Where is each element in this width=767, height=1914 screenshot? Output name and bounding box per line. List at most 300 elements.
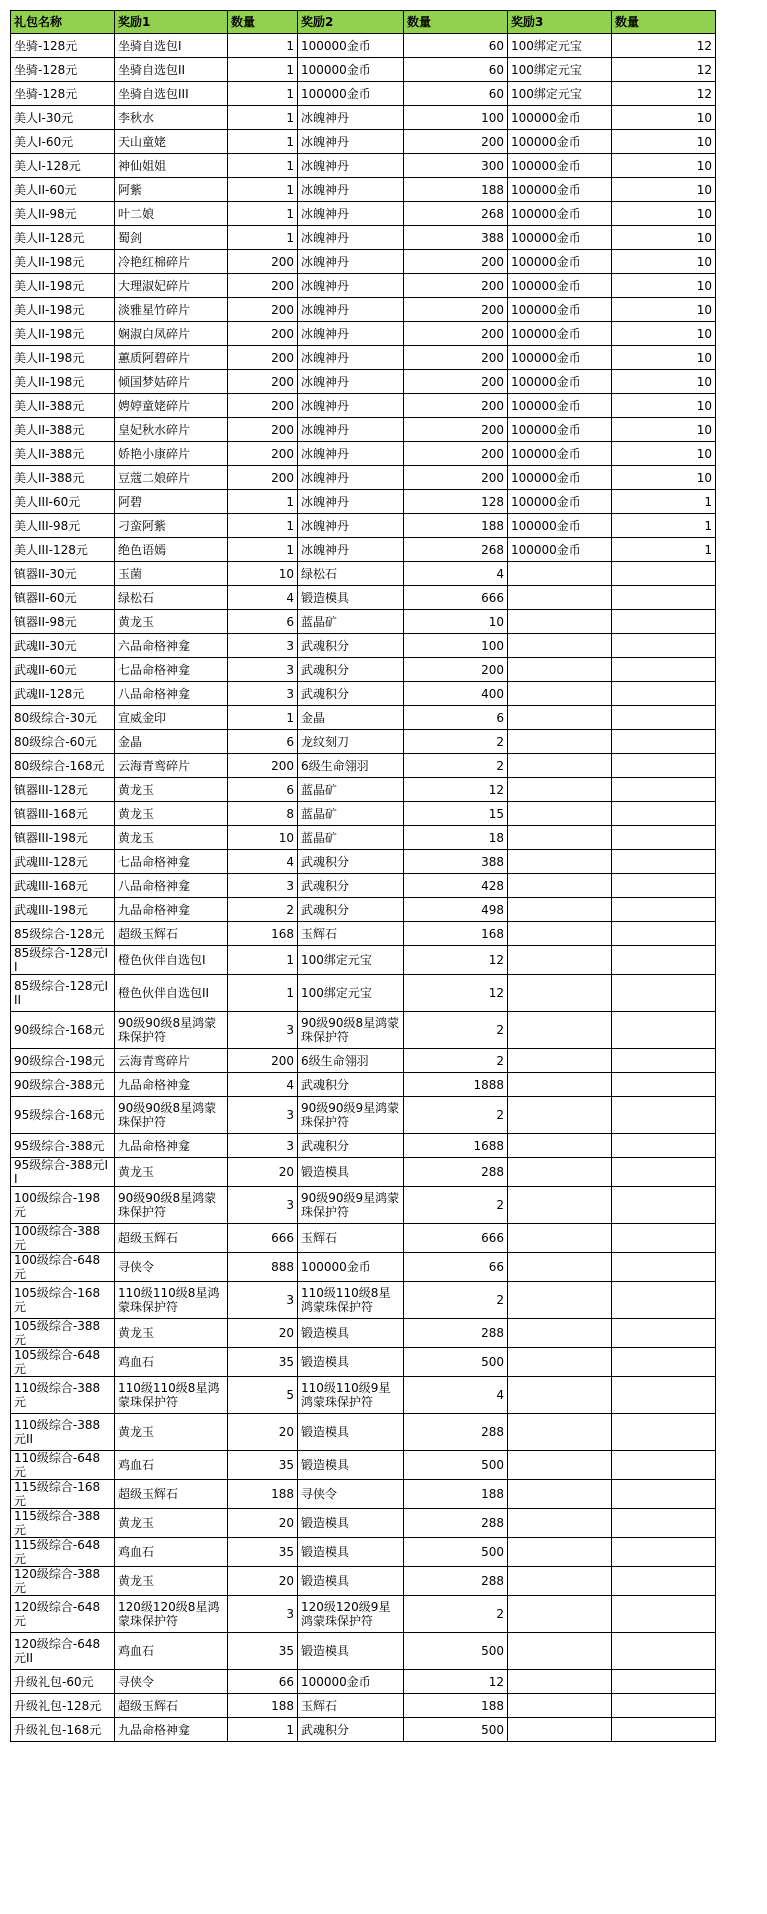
- table-row: [11, 1073, 716, 1097]
- reward-2-cell: 锻造模具: [298, 586, 404, 610]
- table-row: [11, 946, 716, 975]
- pack-name-cell: 武魂III-198元: [11, 898, 115, 922]
- quantity-2-cell: 60: [404, 82, 508, 106]
- reward-2-cell: 锻造模具: [298, 1538, 404, 1567]
- reward-2-cell: 龙纹刻刀: [298, 730, 404, 754]
- reward-2-cell: 武魂积分: [298, 1134, 404, 1158]
- quantity-1-cell: 35: [228, 1451, 298, 1480]
- pack-name-cell: 美人I-128元: [11, 154, 115, 178]
- quantity-2-cell: 200: [404, 466, 508, 490]
- quantity-1-cell: 3: [228, 874, 298, 898]
- reward-1-cell: 云海青鸾碎片: [115, 754, 228, 778]
- reward-1-cell: 冷艳红棉碎片: [115, 250, 228, 274]
- table-row: [11, 490, 716, 514]
- reward-1-cell: 神仙姐姐: [115, 154, 228, 178]
- quantity-2-cell: 200: [404, 346, 508, 370]
- quantity-1-cell: 1: [228, 226, 298, 250]
- quantity-2-cell: 200: [404, 442, 508, 466]
- table-row: [11, 778, 716, 802]
- quantity-1-cell: 200: [228, 754, 298, 778]
- reward-3-cell: 100000金币: [508, 466, 612, 490]
- table-row: [11, 1187, 716, 1224]
- quantity-3-cell: [612, 730, 716, 754]
- pack-name-cell: 105级综合-648元: [11, 1348, 115, 1377]
- pack-name-cell: 美人II-198元: [11, 250, 115, 274]
- quantity-3-cell: [612, 778, 716, 802]
- pack-name-cell: 武魂II-30元: [11, 634, 115, 658]
- reward-3-cell: [508, 1538, 612, 1567]
- quantity-2-cell: 1888: [404, 1073, 508, 1097]
- reward-2-cell: 90级90级8星鸿蒙珠保护符: [298, 1012, 404, 1049]
- quantity-2-cell: 666: [404, 1224, 508, 1253]
- reward-1-cell: 绝色语嫣: [115, 538, 228, 562]
- table-row: [11, 658, 716, 682]
- table-row: [11, 1509, 716, 1538]
- pack-name-cell: 120级综合-648元: [11, 1596, 115, 1633]
- quantity-2-cell: 100: [404, 634, 508, 658]
- quantity-1-cell: 3: [228, 658, 298, 682]
- quantity-3-cell: [612, 1187, 716, 1224]
- reward-1-cell: 坐骑自选包I: [115, 34, 228, 58]
- pack-name-cell: 100级综合-388元: [11, 1224, 115, 1253]
- quantity-3-cell: [612, 1348, 716, 1377]
- quantity-3-cell: [612, 946, 716, 975]
- reward-1-cell: 宣威金印: [115, 706, 228, 730]
- quantity-1-cell: 1: [228, 58, 298, 82]
- quantity-3-cell: 10: [612, 178, 716, 202]
- quantity-1-cell: 1: [228, 490, 298, 514]
- quantity-1-cell: 200: [228, 346, 298, 370]
- reward-2-cell: 冰魄神丹: [298, 226, 404, 250]
- quantity-2-cell: 498: [404, 898, 508, 922]
- table-row: [11, 322, 716, 346]
- quantity-2-cell: 288: [404, 1567, 508, 1596]
- reward-1-cell: 寻侠令: [115, 1253, 228, 1282]
- table-body: [11, 34, 716, 1742]
- reward-3-cell: [508, 1480, 612, 1509]
- quantity-2-cell: 2: [404, 1596, 508, 1633]
- reward-2-cell: 锻造模具: [298, 1414, 404, 1451]
- reward-2-cell: 冰魄神丹: [298, 346, 404, 370]
- quantity-2-cell: 4: [404, 1377, 508, 1414]
- reward-2-cell: 110级110级9星鸿蒙珠保护符: [298, 1377, 404, 1414]
- quantity-3-cell: 10: [612, 346, 716, 370]
- pack-name-cell: 武魂II-60元: [11, 658, 115, 682]
- quantity-2-cell: 288: [404, 1414, 508, 1451]
- quantity-2-cell: 2: [404, 1097, 508, 1134]
- reward-2-cell: 冰魄神丹: [298, 274, 404, 298]
- pack-name-cell: 美人II-128元: [11, 226, 115, 250]
- quantity-2-cell: 188: [404, 514, 508, 538]
- reward-1-cell: 娴淑白凤碎片: [115, 322, 228, 346]
- quantity-1-cell: 1: [228, 946, 298, 975]
- reward-2-cell: 武魂积分: [298, 658, 404, 682]
- quantity-2-cell: 428: [404, 874, 508, 898]
- pack-name-cell: 90级综合-388元: [11, 1073, 115, 1097]
- quantity-2-cell: 200: [404, 298, 508, 322]
- pack-name-cell: 80级综合-60元: [11, 730, 115, 754]
- quantity-1-cell: 35: [228, 1538, 298, 1567]
- pack-name-cell: 110级综合-388元II: [11, 1414, 115, 1451]
- pack-name-cell: 美人I-30元: [11, 106, 115, 130]
- table-row: [11, 1134, 716, 1158]
- pack-name-cell: 85级综合-128元III: [11, 975, 115, 1012]
- quantity-2-cell: 128: [404, 490, 508, 514]
- quantity-1-cell: 1: [228, 130, 298, 154]
- pack-name-cell: 115级综合-168元: [11, 1480, 115, 1509]
- reward-1-cell: 豆蔻二娘碎片: [115, 466, 228, 490]
- reward-3-cell: [508, 1224, 612, 1253]
- quantity-3-cell: [612, 1224, 716, 1253]
- quantity-1-cell: 66: [228, 1670, 298, 1694]
- reward-3-cell: 100000金币: [508, 538, 612, 562]
- quantity-2-cell: 200: [404, 322, 508, 346]
- reward-1-cell: 黄龙玉: [115, 1414, 228, 1451]
- pack-name-cell: 美人III-128元: [11, 538, 115, 562]
- reward-3-cell: [508, 1451, 612, 1480]
- reward-1-cell: 鸡血石: [115, 1538, 228, 1567]
- table-row: [11, 1414, 716, 1451]
- reward-3-cell: [508, 874, 612, 898]
- table-row: [11, 178, 716, 202]
- table-row: [11, 706, 716, 730]
- table-row: [11, 346, 716, 370]
- gift-pack-table: [10, 10, 716, 1742]
- reward-1-cell: 淡雅星竹碎片: [115, 298, 228, 322]
- header-quantity-2: 数量: [404, 11, 508, 34]
- reward-1-cell: 倾国梦姑碎片: [115, 370, 228, 394]
- quantity-1-cell: 188: [228, 1694, 298, 1718]
- quantity-1-cell: 6: [228, 730, 298, 754]
- quantity-3-cell: [612, 1480, 716, 1509]
- reward-1-cell: 黄龙玉: [115, 802, 228, 826]
- reward-3-cell: 100000金币: [508, 154, 612, 178]
- quantity-1-cell: 200: [228, 466, 298, 490]
- reward-3-cell: [508, 730, 612, 754]
- table-row: [11, 154, 716, 178]
- header-row: [11, 11, 716, 34]
- reward-1-cell: 九品命格神龛: [115, 898, 228, 922]
- reward-1-cell: 七品命格神龛: [115, 850, 228, 874]
- reward-3-cell: [508, 1187, 612, 1224]
- reward-2-cell: 武魂积分: [298, 850, 404, 874]
- quantity-3-cell: [612, 1012, 716, 1049]
- pack-name-cell: 85级综合-128元II: [11, 946, 115, 975]
- reward-3-cell: [508, 1253, 612, 1282]
- quantity-3-cell: [612, 1134, 716, 1158]
- reward-2-cell: 冰魄神丹: [298, 106, 404, 130]
- table-row: [11, 1567, 716, 1596]
- table-row: [11, 1633, 716, 1670]
- quantity-2-cell: 15: [404, 802, 508, 826]
- quantity-2-cell: 500: [404, 1451, 508, 1480]
- pack-name-cell: 镇器III-198元: [11, 826, 115, 850]
- quantity-3-cell: [612, 1509, 716, 1538]
- quantity-2-cell: 388: [404, 226, 508, 250]
- quantity-1-cell: 6: [228, 610, 298, 634]
- pack-name-cell: 90级综合-198元: [11, 1049, 115, 1073]
- quantity-1-cell: 3: [228, 634, 298, 658]
- pack-name-cell: 武魂II-128元: [11, 682, 115, 706]
- header-pack-name: 礼包名称: [11, 11, 115, 34]
- quantity-3-cell: 10: [612, 202, 716, 226]
- pack-name-cell: 坐骑-128元: [11, 34, 115, 58]
- pack-name-cell: 美人III-98元: [11, 514, 115, 538]
- quantity-2-cell: 288: [404, 1158, 508, 1187]
- quantity-3-cell: 12: [612, 58, 716, 82]
- pack-name-cell: 105级综合-168元: [11, 1282, 115, 1319]
- quantity-2-cell: 188: [404, 1694, 508, 1718]
- reward-2-cell: 120级120级9星鸿蒙珠保护符: [298, 1596, 404, 1633]
- reward-1-cell: 八品命格神龛: [115, 874, 228, 898]
- quantity-1-cell: 20: [228, 1319, 298, 1348]
- reward-2-cell: 蓝晶矿: [298, 802, 404, 826]
- reward-3-cell: [508, 1073, 612, 1097]
- reward-2-cell: 冰魄神丹: [298, 298, 404, 322]
- quantity-2-cell: 1688: [404, 1134, 508, 1158]
- quantity-2-cell: 500: [404, 1633, 508, 1670]
- reward-2-cell: 武魂积分: [298, 1718, 404, 1742]
- quantity-3-cell: [612, 1718, 716, 1742]
- table-row: [11, 1480, 716, 1509]
- quantity-3-cell: [612, 610, 716, 634]
- table-row: [11, 1319, 716, 1348]
- quantity-1-cell: 168: [228, 922, 298, 946]
- reward-1-cell: 黄龙玉: [115, 778, 228, 802]
- table-row: [11, 1158, 716, 1187]
- table-row: [11, 826, 716, 850]
- pack-name-cell: 115级综合-388元: [11, 1509, 115, 1538]
- quantity-1-cell: 20: [228, 1414, 298, 1451]
- reward-2-cell: 冰魄神丹: [298, 322, 404, 346]
- quantity-1-cell: 1: [228, 106, 298, 130]
- quantity-1-cell: 200: [228, 1049, 298, 1073]
- pack-name-cell: 105级综合-388元: [11, 1319, 115, 1348]
- reward-2-cell: 武魂积分: [298, 874, 404, 898]
- reward-2-cell: 玉辉石: [298, 1224, 404, 1253]
- table-row: [11, 370, 716, 394]
- quantity-2-cell: 388: [404, 850, 508, 874]
- table-row: [11, 514, 716, 538]
- quantity-1-cell: 1: [228, 706, 298, 730]
- quantity-2-cell: 200: [404, 394, 508, 418]
- table-row: [11, 466, 716, 490]
- quantity-2-cell: 100: [404, 106, 508, 130]
- quantity-2-cell: 300: [404, 154, 508, 178]
- reward-1-cell: 九品命格神龛: [115, 1134, 228, 1158]
- reward-2-cell: 100000金币: [298, 58, 404, 82]
- reward-1-cell: 90级90级8星鸿蒙珠保护符: [115, 1012, 228, 1049]
- reward-2-cell: 蓝晶矿: [298, 778, 404, 802]
- reward-3-cell: [508, 1596, 612, 1633]
- reward-3-cell: [508, 610, 612, 634]
- table-row: [11, 898, 716, 922]
- reward-1-cell: 超级玉辉石: [115, 1224, 228, 1253]
- reward-3-cell: [508, 922, 612, 946]
- quantity-1-cell: 20: [228, 1509, 298, 1538]
- reward-3-cell: 100绑定元宝: [508, 34, 612, 58]
- quantity-1-cell: 4: [228, 850, 298, 874]
- quantity-2-cell: 500: [404, 1718, 508, 1742]
- table-row: [11, 130, 716, 154]
- table-row: [11, 1596, 716, 1633]
- reward-2-cell: 玉辉石: [298, 922, 404, 946]
- quantity-2-cell: 288: [404, 1509, 508, 1538]
- quantity-2-cell: 200: [404, 658, 508, 682]
- quantity-3-cell: 10: [612, 130, 716, 154]
- table-row: [11, 682, 716, 706]
- quantity-3-cell: [612, 634, 716, 658]
- quantity-1-cell: 3: [228, 682, 298, 706]
- reward-3-cell: [508, 826, 612, 850]
- reward-3-cell: 100000金币: [508, 130, 612, 154]
- reward-2-cell: 冰魄神丹: [298, 442, 404, 466]
- table-row: [11, 34, 716, 58]
- table-row: [11, 1377, 716, 1414]
- table-row: [11, 82, 716, 106]
- reward-1-cell: 黄龙玉: [115, 610, 228, 634]
- quantity-1-cell: 200: [228, 274, 298, 298]
- reward-1-cell: 蜀剑: [115, 226, 228, 250]
- table-row: [11, 1282, 716, 1319]
- header-reward-3: 奖励3: [508, 11, 612, 34]
- quantity-1-cell: 200: [228, 370, 298, 394]
- quantity-2-cell: 2: [404, 754, 508, 778]
- reward-1-cell: 九品命格神龛: [115, 1073, 228, 1097]
- reward-1-cell: 110级110级8星鸿蒙珠保护符: [115, 1377, 228, 1414]
- table-row: [11, 610, 716, 634]
- quantity-3-cell: [612, 1282, 716, 1319]
- table-row: [11, 1694, 716, 1718]
- quantity-2-cell: 2: [404, 730, 508, 754]
- reward-2-cell: 90级90级9星鸿蒙珠保护符: [298, 1187, 404, 1224]
- quantity-3-cell: [612, 1158, 716, 1187]
- pack-name-cell: 镇器II-60元: [11, 586, 115, 610]
- table-row: [11, 250, 716, 274]
- table-row: [11, 106, 716, 130]
- reward-1-cell: 黄龙玉: [115, 1319, 228, 1348]
- reward-3-cell: [508, 946, 612, 975]
- quantity-3-cell: [612, 1633, 716, 1670]
- quantity-3-cell: [612, 706, 716, 730]
- quantity-1-cell: 200: [228, 250, 298, 274]
- quantity-1-cell: 4: [228, 1073, 298, 1097]
- reward-3-cell: 100000金币: [508, 394, 612, 418]
- quantity-3-cell: [612, 1596, 716, 1633]
- reward-1-cell: 黄龙玉: [115, 1509, 228, 1538]
- reward-1-cell: 橙色伙伴自选包II: [115, 975, 228, 1012]
- quantity-1-cell: 1: [228, 514, 298, 538]
- table-row: [11, 418, 716, 442]
- quantity-1-cell: 1: [228, 82, 298, 106]
- quantity-2-cell: 200: [404, 250, 508, 274]
- pack-name-cell: 升级礼包-60元: [11, 1670, 115, 1694]
- reward-1-cell: 阿紫: [115, 178, 228, 202]
- table-row: [11, 730, 716, 754]
- pack-name-cell: 美人II-198元: [11, 274, 115, 298]
- reward-1-cell: 阿碧: [115, 490, 228, 514]
- reward-1-cell: 寻侠令: [115, 1670, 228, 1694]
- quantity-3-cell: [612, 850, 716, 874]
- reward-2-cell: 锻造模具: [298, 1451, 404, 1480]
- reward-3-cell: [508, 802, 612, 826]
- reward-3-cell: 100绑定元宝: [508, 58, 612, 82]
- pack-name-cell: 武魂III-128元: [11, 850, 115, 874]
- reward-2-cell: 冰魄神丹: [298, 418, 404, 442]
- reward-3-cell: [508, 1012, 612, 1049]
- quantity-2-cell: 2: [404, 1282, 508, 1319]
- table-row: [11, 298, 716, 322]
- pack-name-cell: 镇器III-168元: [11, 802, 115, 826]
- reward-1-cell: 娇艳小康碎片: [115, 442, 228, 466]
- quantity-2-cell: 200: [404, 130, 508, 154]
- quantity-1-cell: 1: [228, 1718, 298, 1742]
- quantity-3-cell: [612, 922, 716, 946]
- reward-3-cell: 100000金币: [508, 106, 612, 130]
- quantity-1-cell: 10: [228, 562, 298, 586]
- reward-2-cell: 100绑定元宝: [298, 946, 404, 975]
- reward-1-cell: 鸡血石: [115, 1633, 228, 1670]
- reward-3-cell: [508, 1567, 612, 1596]
- reward-3-cell: [508, 898, 612, 922]
- pack-name-cell: 美人II-60元: [11, 178, 115, 202]
- reward-2-cell: 锻造模具: [298, 1509, 404, 1538]
- reward-3-cell: [508, 1134, 612, 1158]
- quantity-1-cell: 1: [228, 202, 298, 226]
- table-row: [11, 202, 716, 226]
- quantity-3-cell: [612, 682, 716, 706]
- reward-2-cell: 冰魄神丹: [298, 154, 404, 178]
- quantity-1-cell: 3: [228, 1097, 298, 1134]
- reward-1-cell: 超级玉辉石: [115, 922, 228, 946]
- reward-3-cell: 100000金币: [508, 370, 612, 394]
- reward-1-cell: 鸡血石: [115, 1348, 228, 1377]
- pack-name-cell: 100级综合-198元: [11, 1187, 115, 1224]
- quantity-3-cell: [612, 874, 716, 898]
- quantity-2-cell: 268: [404, 202, 508, 226]
- reward-1-cell: 坐骑自选包II: [115, 58, 228, 82]
- quantity-3-cell: [612, 562, 716, 586]
- header-quantity-3: 数量: [612, 11, 716, 34]
- quantity-1-cell: 188: [228, 1480, 298, 1509]
- reward-1-cell: 六品命格神龛: [115, 634, 228, 658]
- quantity-1-cell: 8: [228, 802, 298, 826]
- quantity-3-cell: [612, 1451, 716, 1480]
- reward-3-cell: [508, 1670, 612, 1694]
- table-row: [11, 850, 716, 874]
- pack-name-cell: 美人II-388元: [11, 418, 115, 442]
- quantity-3-cell: 1: [612, 490, 716, 514]
- pack-name-cell: 90级综合-168元: [11, 1012, 115, 1049]
- reward-3-cell: [508, 1633, 612, 1670]
- table-row: [11, 538, 716, 562]
- quantity-3-cell: [612, 1319, 716, 1348]
- pack-name-cell: 95级综合-388元II: [11, 1158, 115, 1187]
- quantity-3-cell: 10: [612, 106, 716, 130]
- pack-name-cell: 80级综合-30元: [11, 706, 115, 730]
- reward-1-cell: 黄龙玉: [115, 1567, 228, 1596]
- quantity-1-cell: 1: [228, 34, 298, 58]
- reward-3-cell: [508, 1694, 612, 1718]
- pack-name-cell: 美人II-198元: [11, 346, 115, 370]
- quantity-3-cell: [612, 586, 716, 610]
- reward-1-cell: 黄龙玉: [115, 1158, 228, 1187]
- reward-3-cell: 100000金币: [508, 346, 612, 370]
- reward-3-cell: 100000金币: [508, 250, 612, 274]
- reward-2-cell: 110级110级8星鸿蒙珠保护符: [298, 1282, 404, 1319]
- pack-name-cell: 美人II-388元: [11, 466, 115, 490]
- reward-1-cell: 蕙质阿碧碎片: [115, 346, 228, 370]
